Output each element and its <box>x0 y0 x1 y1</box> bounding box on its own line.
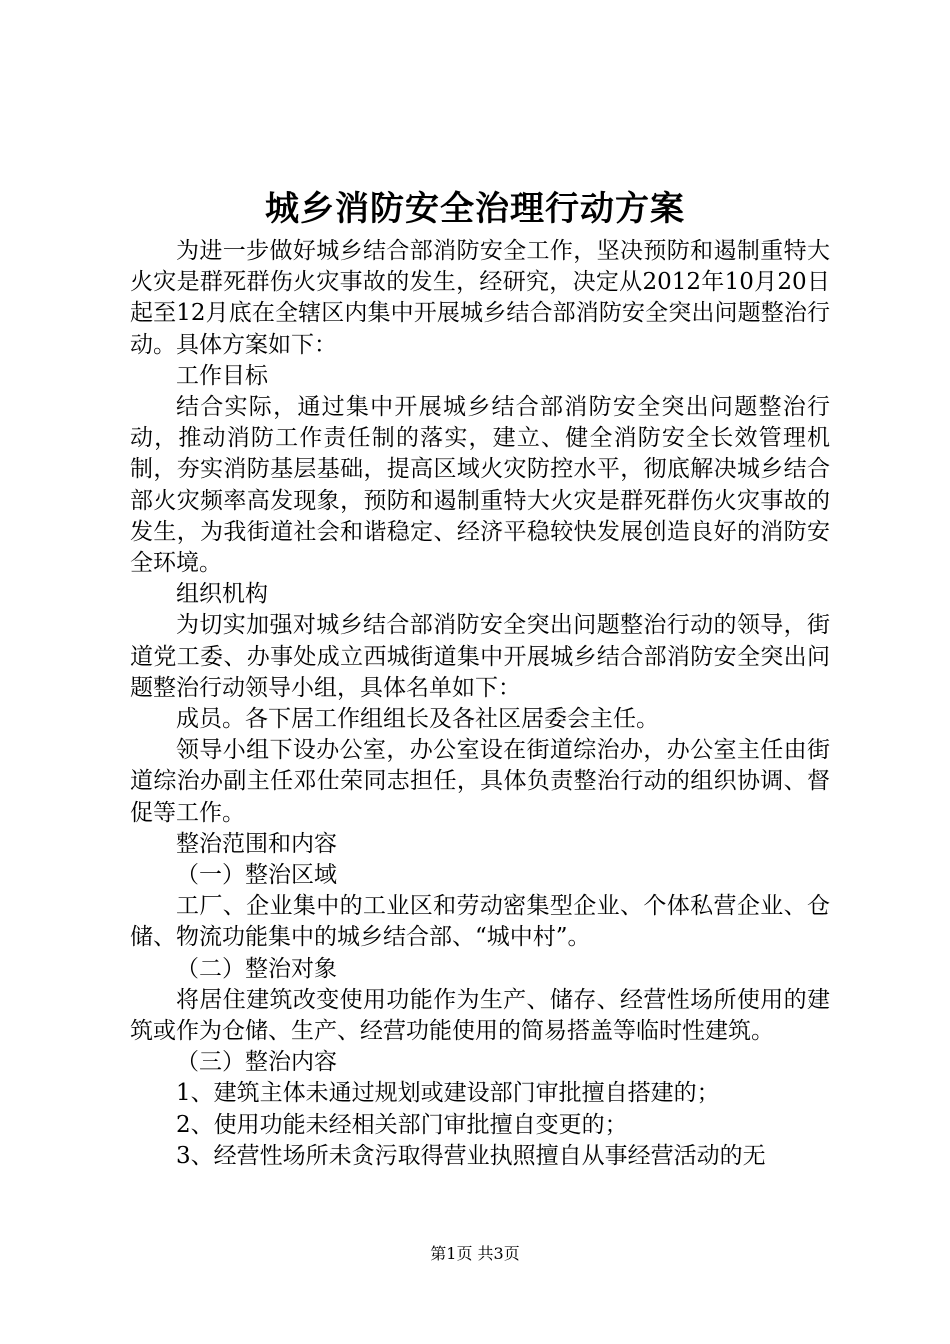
paragraph-intro: 为进一步做好城乡结合部消防安全工作，坚决预防和遏制重特大火灾是群死群伤火灾事故的发生，经研究，决定从2012年10月20日起至12月底在全辖区内集中开展城乡结合部消防安全突出问题整治行动。具体方案如下： <box>130 238 830 358</box>
paragraph-organization: 为切实加强对城乡结合部消防安全突出问题整治行动的领导，街道党工委、办事处成立西城街道集中开展城乡结合部消防安全突出问题整治行动领导小组，具体名单如下： <box>130 612 830 701</box>
document-body <box>130 236 830 1172</box>
paragraph-target: 将居住建筑改变使用功能作为生产、储存、经营性场所使用的建筑或作为仓储、生产、经营功能使用的简易搭盖等临时性建筑。 <box>130 986 830 1045</box>
list-item-3: 3、经营性场所未贪污取得营业执照擅自从事经营活动的无 <box>176 1142 766 1169</box>
paragraph-members: 成员。各下居工作组组长及各社区居委会主任。 <box>176 706 659 733</box>
document-title: 城乡消防安全治理行动方案 <box>265 189 685 229</box>
list-item-1: 1、建筑主体未通过规划或建设部门审批擅自搭建的； <box>176 1080 720 1107</box>
paragraph-area: 工厂、企业集中的工业区和劳动密集型企业、个体私营企业、仓储、物流功能集中的城乡结合部、“城中村”。 <box>130 893 830 951</box>
paragraph-office: 领导小组下设办公室，办公室设在街道综治办，办公室主任由街道综治办副主任邓仕荣同志担任，具体负责整治行动的组织协调、督促等工作。 <box>130 737 830 826</box>
paragraph-work-goal: 结合实际，通过集中开展城乡结合部消防安全突出问题整治行动，推动消防工作责任制的落实，建立、健全消防安全长效管理机制，夯实消防基层基础，提高区域火灾防控水平，彻底解决城乡结合部火灾频率高发现象，预防和遏制重特大火灾是群死群伤火灾事故的发生，为我街道社会和谐稳定、经济平稳较快发展创造良好的消防安全环境。 <box>130 394 830 577</box>
subheading-target: （二）整治对象 <box>176 955 337 982</box>
heading-organization: 组织机构 <box>176 581 268 608</box>
page-footer: 第1页 共3页 <box>430 1244 520 1263</box>
list-item-2: 2、使用功能未经相关部门审批擅自变更的； <box>176 1111 628 1138</box>
heading-work-goal: 工作目标 <box>176 362 268 389</box>
heading-scope: 整治范围和内容 <box>176 830 337 857</box>
subheading-area: （一）整治区域 <box>176 862 337 889</box>
subheading-content: （三）整治内容 <box>176 1049 337 1076</box>
